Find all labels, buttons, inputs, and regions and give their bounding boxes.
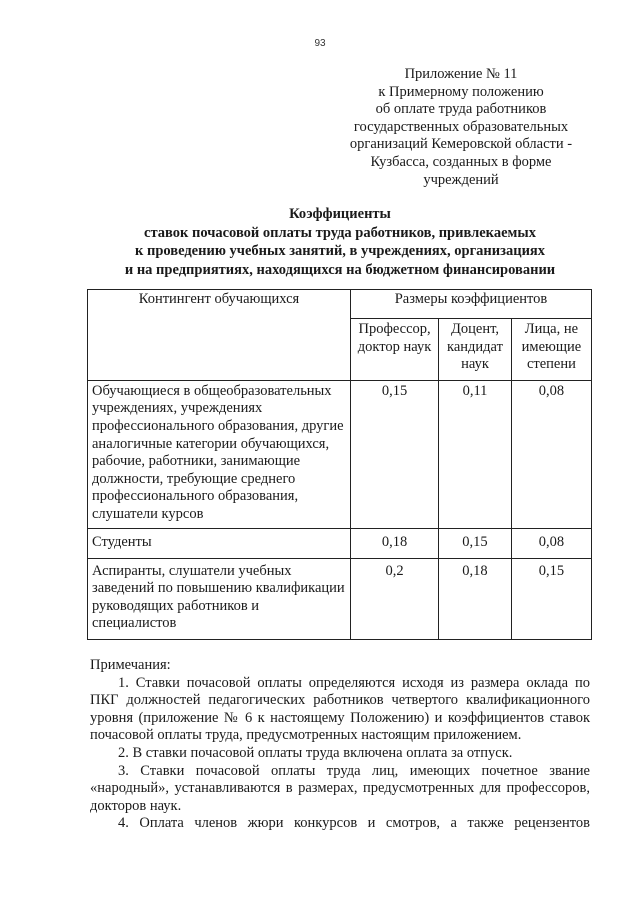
cell-value: 0,18 [439,558,512,639]
column-header-sizes: Размеры коэффициентов [351,290,592,319]
cell-value: 0,2 [351,558,439,639]
cell-value: 0,11 [439,380,512,528]
cell-value: 0,08 [511,380,591,528]
cell-value: 0,15 [351,380,439,528]
notes-section [90,657,590,833]
table-header-row [88,290,592,319]
appendix-line: Приложение № 11 [404,66,518,82]
appendix-line: учреждений [423,171,499,188]
title-line: Коэффициенты [289,206,391,222]
note-item: 2. В ставки почасовой оплаты труда включена оплата за отпуск. [118,744,513,761]
note-item: 3. Ставки почасовой оплаты труда лиц, имеющих почетное звание «народный», устанавливаются в размерах, предусмотренных для профессоров, докторов наук. [90,762,590,814]
title-line: к проведению учебных занятий, в учреждениях, организациях [134,243,546,259]
table-row [88,528,592,558]
cell-value: 0,15 [511,558,591,639]
table-row [88,380,592,528]
cell-value: 0,18 [351,528,439,558]
page-number: 93 [314,38,326,49]
row-label: Обучающиеся в общеобразовательных учреждениях, учреждениях профессионального образования, другие аналогичные категории обучающихся, рабочие, работники, занимающие должности, требующие среднего профессионального образования, слушатели курсов [88,380,351,528]
note-item: 4. Оплата членов жюри конкурсов и смотров, а также рецензентов [118,815,590,832]
appendix-line: организаций Кемеровской области - [349,136,573,153]
title-line: ставок почасовой оплаты труда работников, привлекаемых [144,224,536,241]
column-header-contingent: Контингент обучающихся [88,290,351,381]
title-line: и на предприятиях, находящихся на бюджетном финансировании [124,261,556,278]
appendix-line: к Примерному положению [378,83,544,100]
column-header-docent: Доцент, кандидат наук [439,319,512,381]
coefficients-table [87,289,592,640]
cell-value: 0,08 [511,528,591,558]
document-title [70,205,610,279]
row-label: Аспиранты, слушатели учебных заведений по повышению квалификации руководящих работников и специалистов [88,558,351,639]
appendix-reference [336,66,586,189]
column-header-professor: Профессор, доктор наук [351,319,439,381]
cell-value: 0,15 [439,528,512,558]
notes-heading: Примечания: [90,657,171,673]
row-label: Студенты [88,528,351,558]
column-header-no-degree: Лица, не имеющие степени [511,319,591,381]
appendix-line: государственных образовательных [353,118,569,135]
table-row [88,558,592,639]
note-item: 1. Ставки почасовой оплаты определяются исходя из размера оклада по ПКГ должностей педагогических работников четвертого квалификационного уровня (приложение № 6 к настоящему Положению) и коэффициентов ставок почасовой оплаты труда, предусмотренных настоящим приложением. [90,674,590,744]
appendix-line: об оплате труда работников [375,101,547,118]
appendix-line: Кузбасса, созданных в форме [370,153,552,170]
